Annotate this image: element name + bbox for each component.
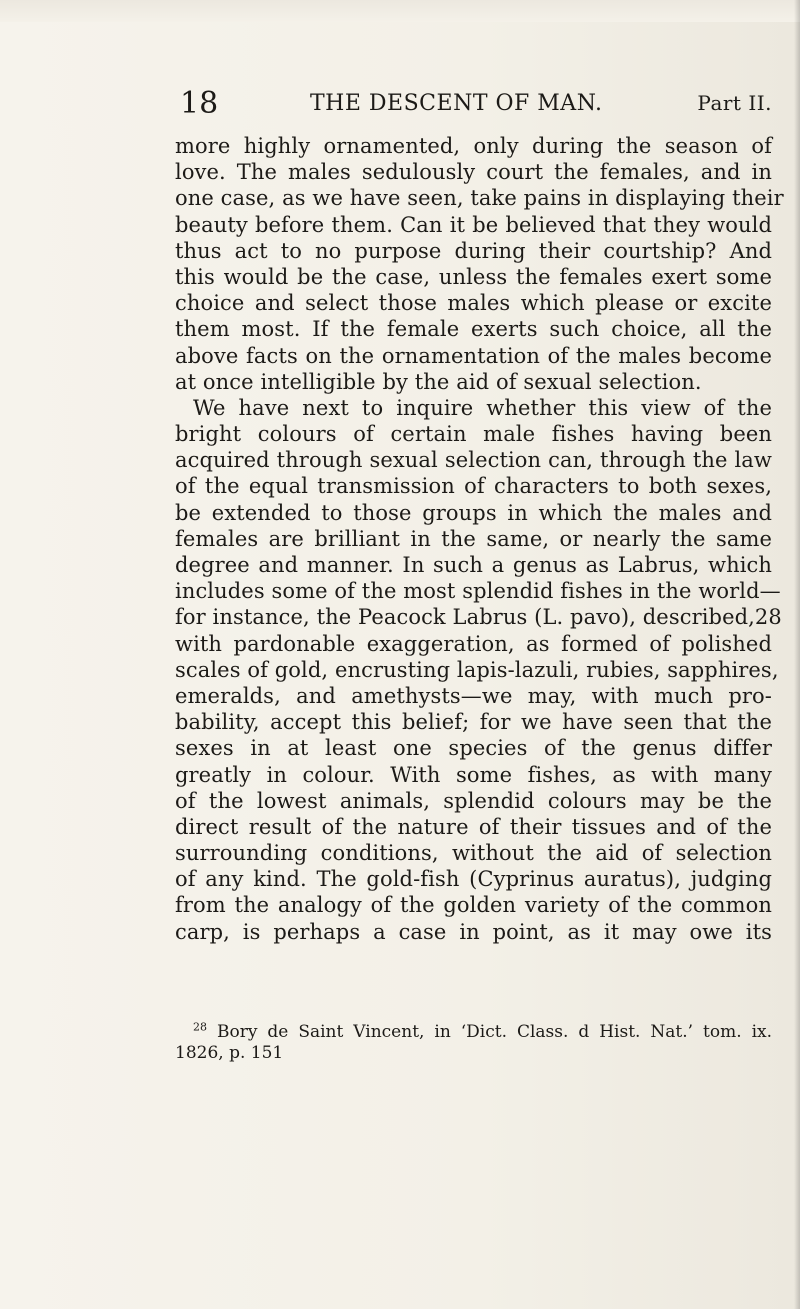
text-line: thus act to no purpose during their courtship? And bbox=[175, 238, 772, 263]
text-line: direct result of the nature of their tissues and of the bbox=[175, 814, 772, 839]
text-line: bright colours of certain male fishes having been bbox=[175, 422, 772, 447]
text-line: one case, as we have seen, take pains in displaying their bbox=[175, 186, 784, 211]
page-header bbox=[180, 86, 772, 126]
text-line: of the lowest animals, splendid colours may be the bbox=[175, 788, 772, 813]
text-line: sexes in at least one species of the genus differ bbox=[175, 736, 772, 761]
footnote-text: Bory de Saint Vincent, in ‘Dict. Class. d Hist. Nat.’ tom. ix. bbox=[216, 1022, 773, 1042]
text-line: surrounding conditions, without the aid of selection bbox=[175, 841, 772, 866]
page-right-edge-shadow bbox=[794, 0, 800, 1309]
text-line: emeralds, and amethysts—we may, with much pro- bbox=[175, 683, 772, 708]
part-label: Part II. bbox=[697, 91, 772, 115]
text-line: from the analogy of the golden variety of the common bbox=[175, 893, 772, 918]
text-line: carp, is perhaps a case in point, as it may owe its bbox=[175, 919, 772, 944]
body-text bbox=[175, 133, 784, 945]
text-line: for instance, the Peacock Labrus (L. pavo), described,28 bbox=[175, 605, 782, 630]
text-line: females are brilliant in the same, or nearly the same bbox=[175, 526, 772, 551]
text-line: with pardonable exaggeration, as formed of polished bbox=[175, 631, 772, 656]
footnote-marker: 28 bbox=[193, 1020, 207, 1034]
text-line: them most. If the female exerts such choice, all the bbox=[175, 317, 772, 342]
text-line: greatly in colour. With some fishes, as with many bbox=[175, 762, 772, 787]
text-line: at once intelligible by the aid of sexual selection. bbox=[175, 369, 702, 394]
text-line: more highly ornamented, only during the season of bbox=[175, 134, 772, 158]
text-line: of any kind. The gold-fish (Cyprinus auratus), judging bbox=[175, 867, 772, 892]
text-line: above facts on the ornamentation of the males become bbox=[175, 343, 772, 368]
text-line: bability, accept this belief; for we have seen that the bbox=[175, 710, 772, 735]
text-line: We have next to inquire whether this view of the bbox=[193, 395, 772, 420]
page-top-edge bbox=[0, 0, 800, 22]
text-line: this would be the case, unless the females exert some bbox=[175, 264, 772, 289]
text-line: of the equal transmission of characters to both sexes, bbox=[175, 474, 772, 499]
text-line: beauty before them. Can it be believed that they would bbox=[175, 212, 772, 237]
footnote-line: 1826, p. 151 bbox=[175, 1043, 284, 1063]
footnote-line bbox=[175, 1022, 772, 1043]
running-title: THE DESCENT OF MAN. bbox=[310, 91, 603, 116]
text-line: choice and select those males which please or excite bbox=[175, 291, 772, 316]
text-line: be extended to those groups in which the males and bbox=[175, 500, 772, 525]
text-line: degree and manner. In such a genus as Labrus, which bbox=[175, 553, 772, 577]
text-line: scales of gold, encrusting lapis-lazuli, rubies, sapphires, bbox=[175, 657, 779, 682]
page-number: 18 bbox=[180, 86, 219, 121]
text-line: includes some of the most splendid fishes in the world— bbox=[175, 579, 781, 604]
footnote bbox=[175, 1022, 772, 1064]
text-line: love. The males sedulously court the females, and in bbox=[175, 160, 772, 185]
text-line: acquired through sexual selection can, through the law bbox=[175, 448, 772, 473]
